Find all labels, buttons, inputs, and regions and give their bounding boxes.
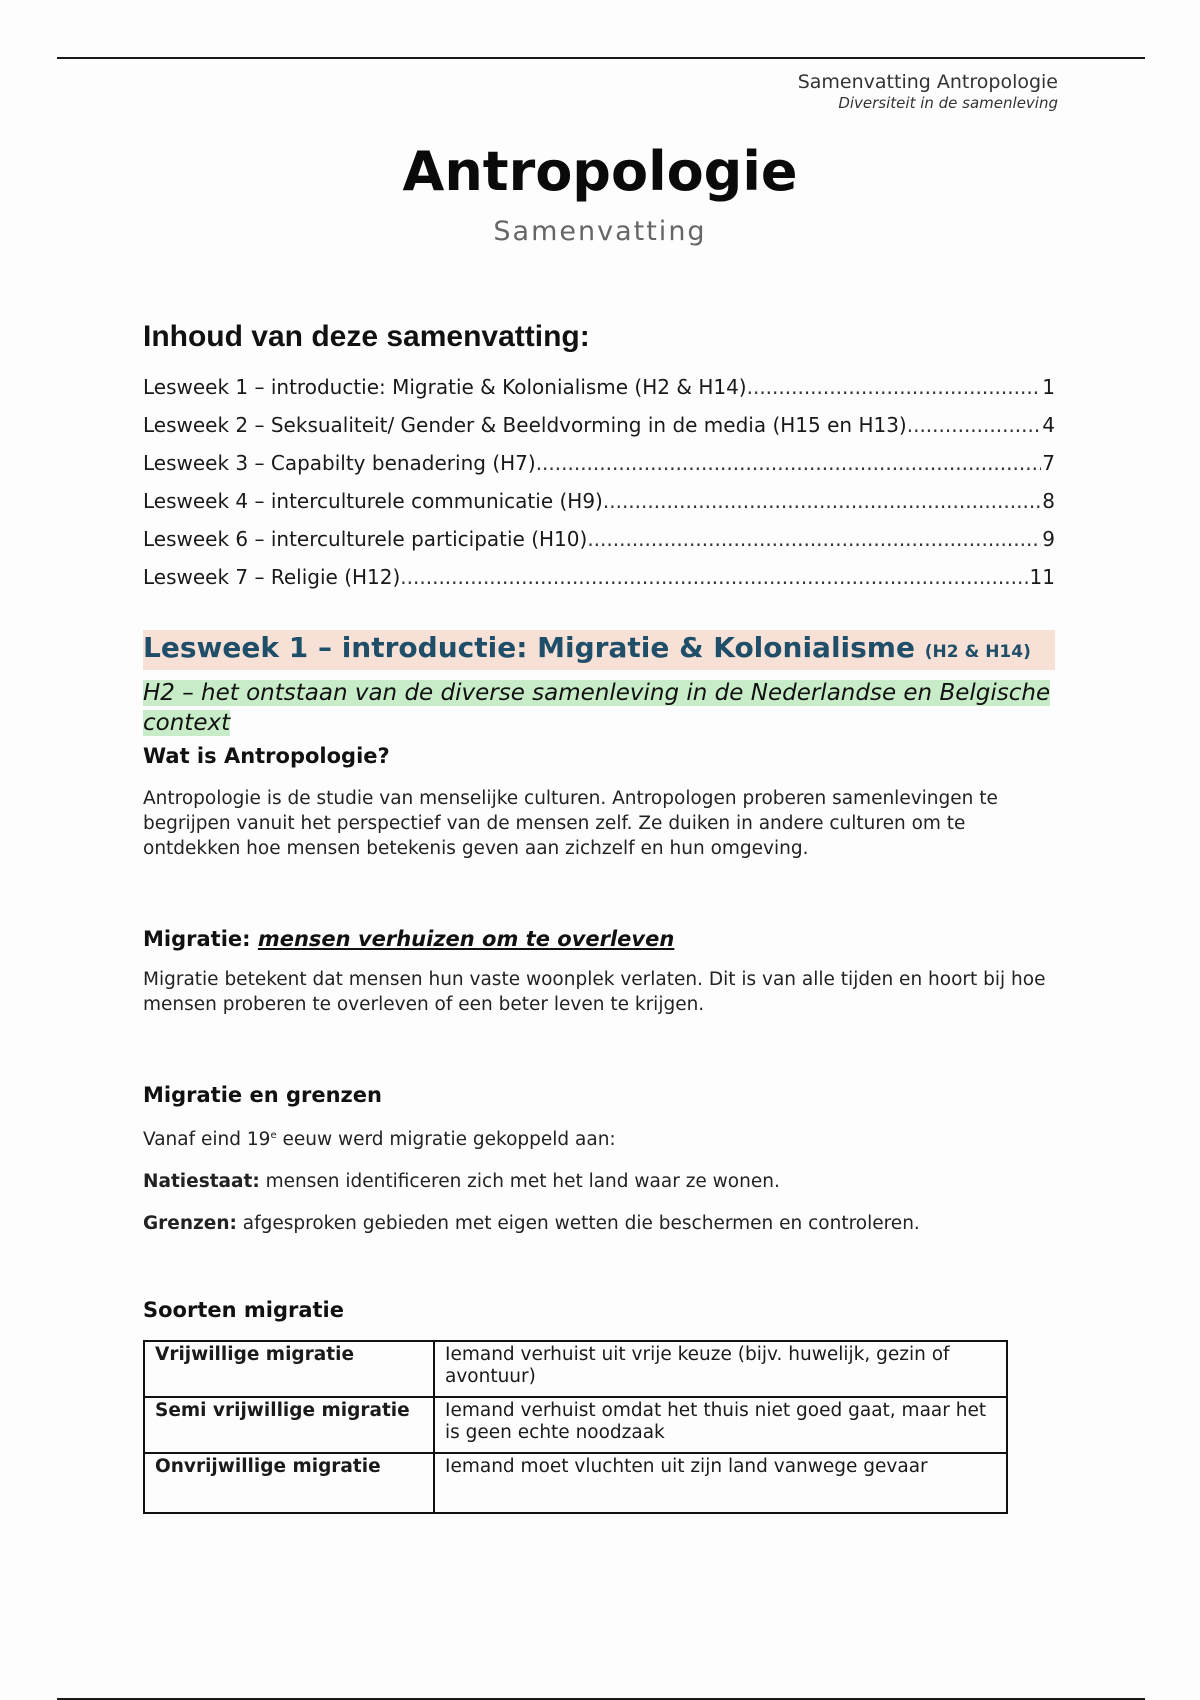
toc-entry-page: 11 xyxy=(1029,565,1055,589)
document-body xyxy=(143,320,1055,1514)
table-row xyxy=(144,1453,1007,1513)
paragraph-grenzen-intro xyxy=(143,1123,1055,1152)
toc-heading: Inhoud van deze samenvatting: xyxy=(143,320,590,353)
heading-wat-is-antropologie: Wat is Antropologie? xyxy=(143,744,390,768)
toc-entry-label: Lesweek 3 – Capabilty benadering (H7) xyxy=(143,451,536,475)
toc-entry-label: Lesweek 1 – introductie: Migratie & Kolonialisme (H2 & H14) xyxy=(143,375,747,399)
document-title: Antropologie xyxy=(402,140,798,203)
table-of-contents xyxy=(143,368,1055,596)
toc-leader-dots xyxy=(400,558,1028,596)
toc-entry-page: 4 xyxy=(1042,413,1055,437)
toc-entry[interactable] xyxy=(143,444,1055,482)
table-cell-description: Iemand verhuist omdat het thuis niet goed gaat, maar het is geen echte noodzaak xyxy=(434,1397,1007,1453)
definition-text: afgesproken gebieden met eigen wetten die beschermen en controleren. xyxy=(236,1213,920,1235)
toc-entry-label: Lesweek 2 – Seksualiteit/ Gender & Beeldvorming in de media (H15 en H13) xyxy=(143,413,907,437)
heading-migratie-label: Migratie: xyxy=(143,927,251,951)
table-row xyxy=(144,1397,1007,1453)
toc-entry-label: Lesweek 7 – Religie (H12) xyxy=(143,565,401,589)
ordinal-superscript: e xyxy=(270,1130,277,1141)
heading-migratie xyxy=(143,927,1055,951)
toc-leader-dots xyxy=(907,406,1042,444)
toc-entry-page: 8 xyxy=(1042,489,1055,513)
subsection-heading-h2 xyxy=(143,678,1055,738)
table-row xyxy=(144,1341,1007,1397)
term-natiestaat: Natiestaat: xyxy=(143,1171,260,1193)
intro-text-after: eeuw werd migratie gekoppeld aan: xyxy=(276,1129,616,1151)
paragraph-migratie: Migratie betekent dat mensen hun vaste woonplek verlaten. Dit is van alle tijden en hoort bij hoe mensen proberen te overleven of een beter leven te krijgen. xyxy=(143,969,1046,1015)
paragraph-wat-is-antropologie: Antropologie is de studie van menselijke culturen. Antropologen proberen samenlevingen te begrijpen vanuit het perspectief van de mensen zelf. Ze duiken in andere culturen om te ontdekken hoe mensen betekenis geven aan zichzelf en hun omgeving. xyxy=(143,788,998,859)
toc-leader-dots xyxy=(747,368,1042,406)
toc-entry[interactable] xyxy=(143,482,1055,520)
table-cell-type: Semi vrijwillige migratie xyxy=(144,1397,434,1453)
section-heading-chapters: (H2 & H14) xyxy=(924,642,1031,662)
table-cell-description: Iemand verhuist uit vrije keuze (bijv. huwelijk, gezin of avontuur) xyxy=(434,1341,1007,1397)
definition-grenzen xyxy=(143,1211,1055,1236)
section-heading-lesweek-1 xyxy=(143,630,1055,670)
toc-leader-dots xyxy=(536,444,1042,482)
toc-entry-page: 9 xyxy=(1042,527,1055,551)
heading-migratie-emphasis: mensen verhuizen om te overleven xyxy=(257,927,675,951)
toc-entry-label: Lesweek 4 – interculturele communicatie (H9) xyxy=(143,489,603,513)
toc-entry-page: 1 xyxy=(1042,375,1055,399)
heading-soorten-migratie: Soorten migratie xyxy=(143,1298,344,1323)
intro-text-before: Vanaf eind 19 xyxy=(143,1129,271,1151)
table-cell-type: Vrijwillige migratie xyxy=(144,1341,434,1397)
migration-types-table xyxy=(143,1340,1008,1514)
header-rule xyxy=(57,57,1145,59)
toc-entry-page: 7 xyxy=(1042,451,1055,475)
toc-entry-label: Lesweek 6 – interculturele participatie (H10) xyxy=(143,527,588,551)
table-cell-type: Onvrijwillige migratie xyxy=(144,1453,434,1513)
term-grenzen: Grenzen: xyxy=(143,1213,237,1235)
toc-entry[interactable] xyxy=(143,520,1055,558)
toc-leader-dots xyxy=(603,482,1041,520)
heading-migratie-en-grenzen: Migratie en grenzen xyxy=(143,1083,382,1107)
subsection-heading-text: H2 – het ontstaan van de diverse samenleving in de Nederlandse en Belgische context xyxy=(143,680,1051,736)
running-header xyxy=(798,70,1058,112)
toc-entry[interactable] xyxy=(143,558,1055,596)
section-heading-text: Lesweek 1 – introductie: Migratie & Kolonialisme xyxy=(143,631,915,664)
running-header-subtitle: Diversiteit in de samenleving xyxy=(838,94,1058,112)
definition-text: mensen identificeren zich met het land waar ze wonen. xyxy=(259,1171,780,1193)
table-cell-description: Iemand moet vluchten uit zijn land vanwege gevaar xyxy=(434,1453,1007,1513)
running-header-title: Samenvatting Antropologie xyxy=(797,71,1058,93)
toc-leader-dots xyxy=(587,520,1041,558)
toc-entry[interactable] xyxy=(143,406,1055,444)
definition-natiestaat xyxy=(143,1169,1055,1194)
document-subtitle: Samenvatting xyxy=(493,216,707,247)
toc-entry[interactable] xyxy=(143,368,1055,406)
